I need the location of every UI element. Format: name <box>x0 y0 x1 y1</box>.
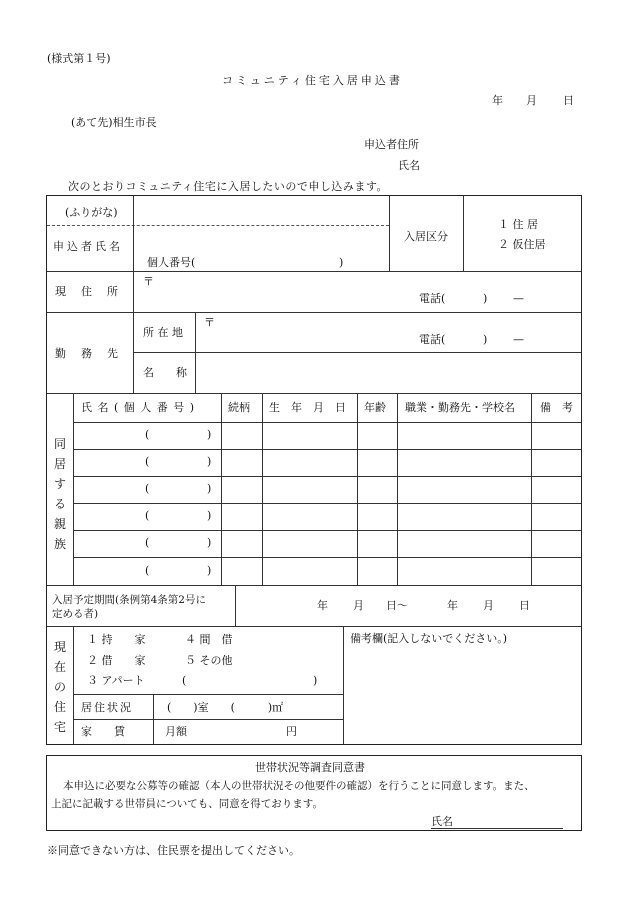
housing-option-room-rental: ４ 間 借 <box>185 633 233 646</box>
divider <box>73 626 74 744</box>
family-row-paren-open: ( <box>145 509 150 522</box>
start-day-label: 日〜 <box>386 599 408 612</box>
divider <box>47 585 581 586</box>
col-header-age: 年齢 <box>364 401 386 414</box>
col-header-birthdate: 生 年 月 日 <box>269 401 346 414</box>
workplace-postal-mark: 〒 <box>204 316 215 329</box>
housing-option-owned: １ 持 家 <box>87 633 146 646</box>
applicant-name-label: 申込者氏名 <box>53 240 123 253</box>
divider <box>47 626 581 627</box>
divider <box>47 271 581 272</box>
divider <box>73 503 581 504</box>
form-number: (様式第１号) <box>47 52 111 65</box>
divider <box>389 196 390 271</box>
start-month-label: 月 <box>353 599 364 612</box>
divider <box>73 530 581 531</box>
address-phone-label: 電話( <box>419 292 446 305</box>
divider <box>343 626 344 744</box>
applicant-name-label: 氏名 <box>398 159 420 172</box>
family-row-paren-close: ) <box>207 536 212 549</box>
family-side-label: 同 居 す る 親 族 <box>53 437 66 551</box>
divider <box>73 719 343 720</box>
workplace-name-label: 名 称 <box>143 366 187 379</box>
end-month-label: 月 <box>483 599 494 612</box>
personal-number-label: 個人番号( <box>147 256 196 269</box>
family-row-paren-close: ) <box>207 564 212 577</box>
divider <box>73 557 581 558</box>
category-option-residence: １ 住 居 <box>498 218 538 231</box>
family-row-paren-close: ) <box>207 482 212 495</box>
housing-option-apartment: ３ アパート <box>87 674 145 687</box>
form-title: コミュニティ住宅入居申込書 <box>222 74 403 87</box>
divider <box>235 585 236 626</box>
end-day-label: 日 <box>519 599 530 612</box>
divider <box>73 422 581 423</box>
footnote: ※同意できない方は、住民票を提出してください。 <box>47 844 300 857</box>
consent-text-line2: 上記に記載する世帯員についても、同意を得ております。 <box>51 798 323 810</box>
signature-line <box>431 828 563 829</box>
col-header-remarks: 備 考 <box>540 401 573 414</box>
applicant-address-label: 申込者住所 <box>364 138 419 151</box>
workplace-phone-close: ) <box>483 333 488 346</box>
move-in-category-label: 入居区分 <box>404 230 448 243</box>
workplace-phone-dash: — <box>513 333 524 346</box>
furigana-label: (ふりがな) <box>65 206 118 219</box>
divider <box>47 312 581 313</box>
col-header-relation: 続柄 <box>228 401 250 414</box>
family-row-paren-open: ( <box>145 455 150 468</box>
divider <box>133 352 581 353</box>
family-row-paren-open: ( <box>145 428 150 441</box>
family-row-paren-close: ) <box>207 509 212 522</box>
divider <box>463 196 464 271</box>
workplace-label: 勤 務 先 <box>55 347 120 360</box>
housing-option-other: ５ その他 <box>185 654 233 667</box>
divider <box>73 476 581 477</box>
divider <box>133 196 134 271</box>
consent-title: 世帯状況等調査同意書 <box>255 761 365 774</box>
addressee: (あて先)相生市長 <box>71 116 157 129</box>
date-month-label: 月 <box>526 94 537 107</box>
current-address-label: 現 住 所 <box>55 285 120 298</box>
intro-text: 次のとおりコミュニティ住宅に入居したいので申し込みます。 <box>68 180 389 193</box>
living-status-label: 居住状況 <box>81 701 133 714</box>
address-phone-close: ) <box>483 292 488 305</box>
consent-text-line1: 本申込に必要な公募等の確認（本人の世帯状況その他要件の確認）を行うことに同意します。また、 <box>63 780 535 792</box>
divider <box>133 271 134 312</box>
date-year-label: 年 <box>492 94 503 107</box>
workplace-phone-label: 電話( <box>419 333 446 346</box>
remarks-label: 備考欄(記入しないでください。) <box>350 632 508 645</box>
divider <box>73 449 581 450</box>
apartment-paren-close: ) <box>313 674 318 687</box>
family-row-paren-open: ( <box>145 482 150 495</box>
family-row-paren-open: ( <box>145 564 150 577</box>
family-row-paren-close: ) <box>207 455 212 468</box>
date-day-label: 日 <box>563 94 574 107</box>
consent-section <box>46 755 582 831</box>
category-option-temporary: ２ 仮住居 <box>498 238 546 251</box>
divider <box>73 694 343 695</box>
workplace-location-label: 所 在 地 <box>143 326 183 339</box>
move-in-period-label-line1: 入居予定期間(条例第4条第2号に <box>52 594 206 606</box>
consent-signature-label: 氏名 <box>431 815 453 828</box>
rent-label: 家 賃 <box>81 725 125 738</box>
current-housing-side-label: 現 在 の 住 宅 <box>53 640 66 734</box>
housing-option-rented-house: ２ 借 家 <box>87 654 146 667</box>
personal-number-close: ) <box>339 256 344 269</box>
move-in-period-label-line2: 定める者) <box>52 608 99 620</box>
furigana-divider <box>47 225 389 226</box>
family-row-paren-close: ) <box>207 428 212 441</box>
divider <box>47 393 581 394</box>
start-year-label: 年 <box>317 599 328 612</box>
col-header-occupation: 職業・勤務先・学校名 <box>405 401 515 414</box>
application-form <box>46 195 582 745</box>
address-postal-mark: 〒 <box>143 275 154 288</box>
col-header-name: 氏 名 ( 個 人 番 号 ) <box>81 401 196 414</box>
end-year-label: 年 <box>447 599 458 612</box>
family-row-paren-open: ( <box>145 536 150 549</box>
apartment-paren-open: ( <box>182 674 187 687</box>
rent-value: 月額 円 <box>165 725 297 738</box>
living-status-value: ( )室 ( )㎡ <box>167 701 284 714</box>
address-phone-dash: — <box>513 292 524 305</box>
